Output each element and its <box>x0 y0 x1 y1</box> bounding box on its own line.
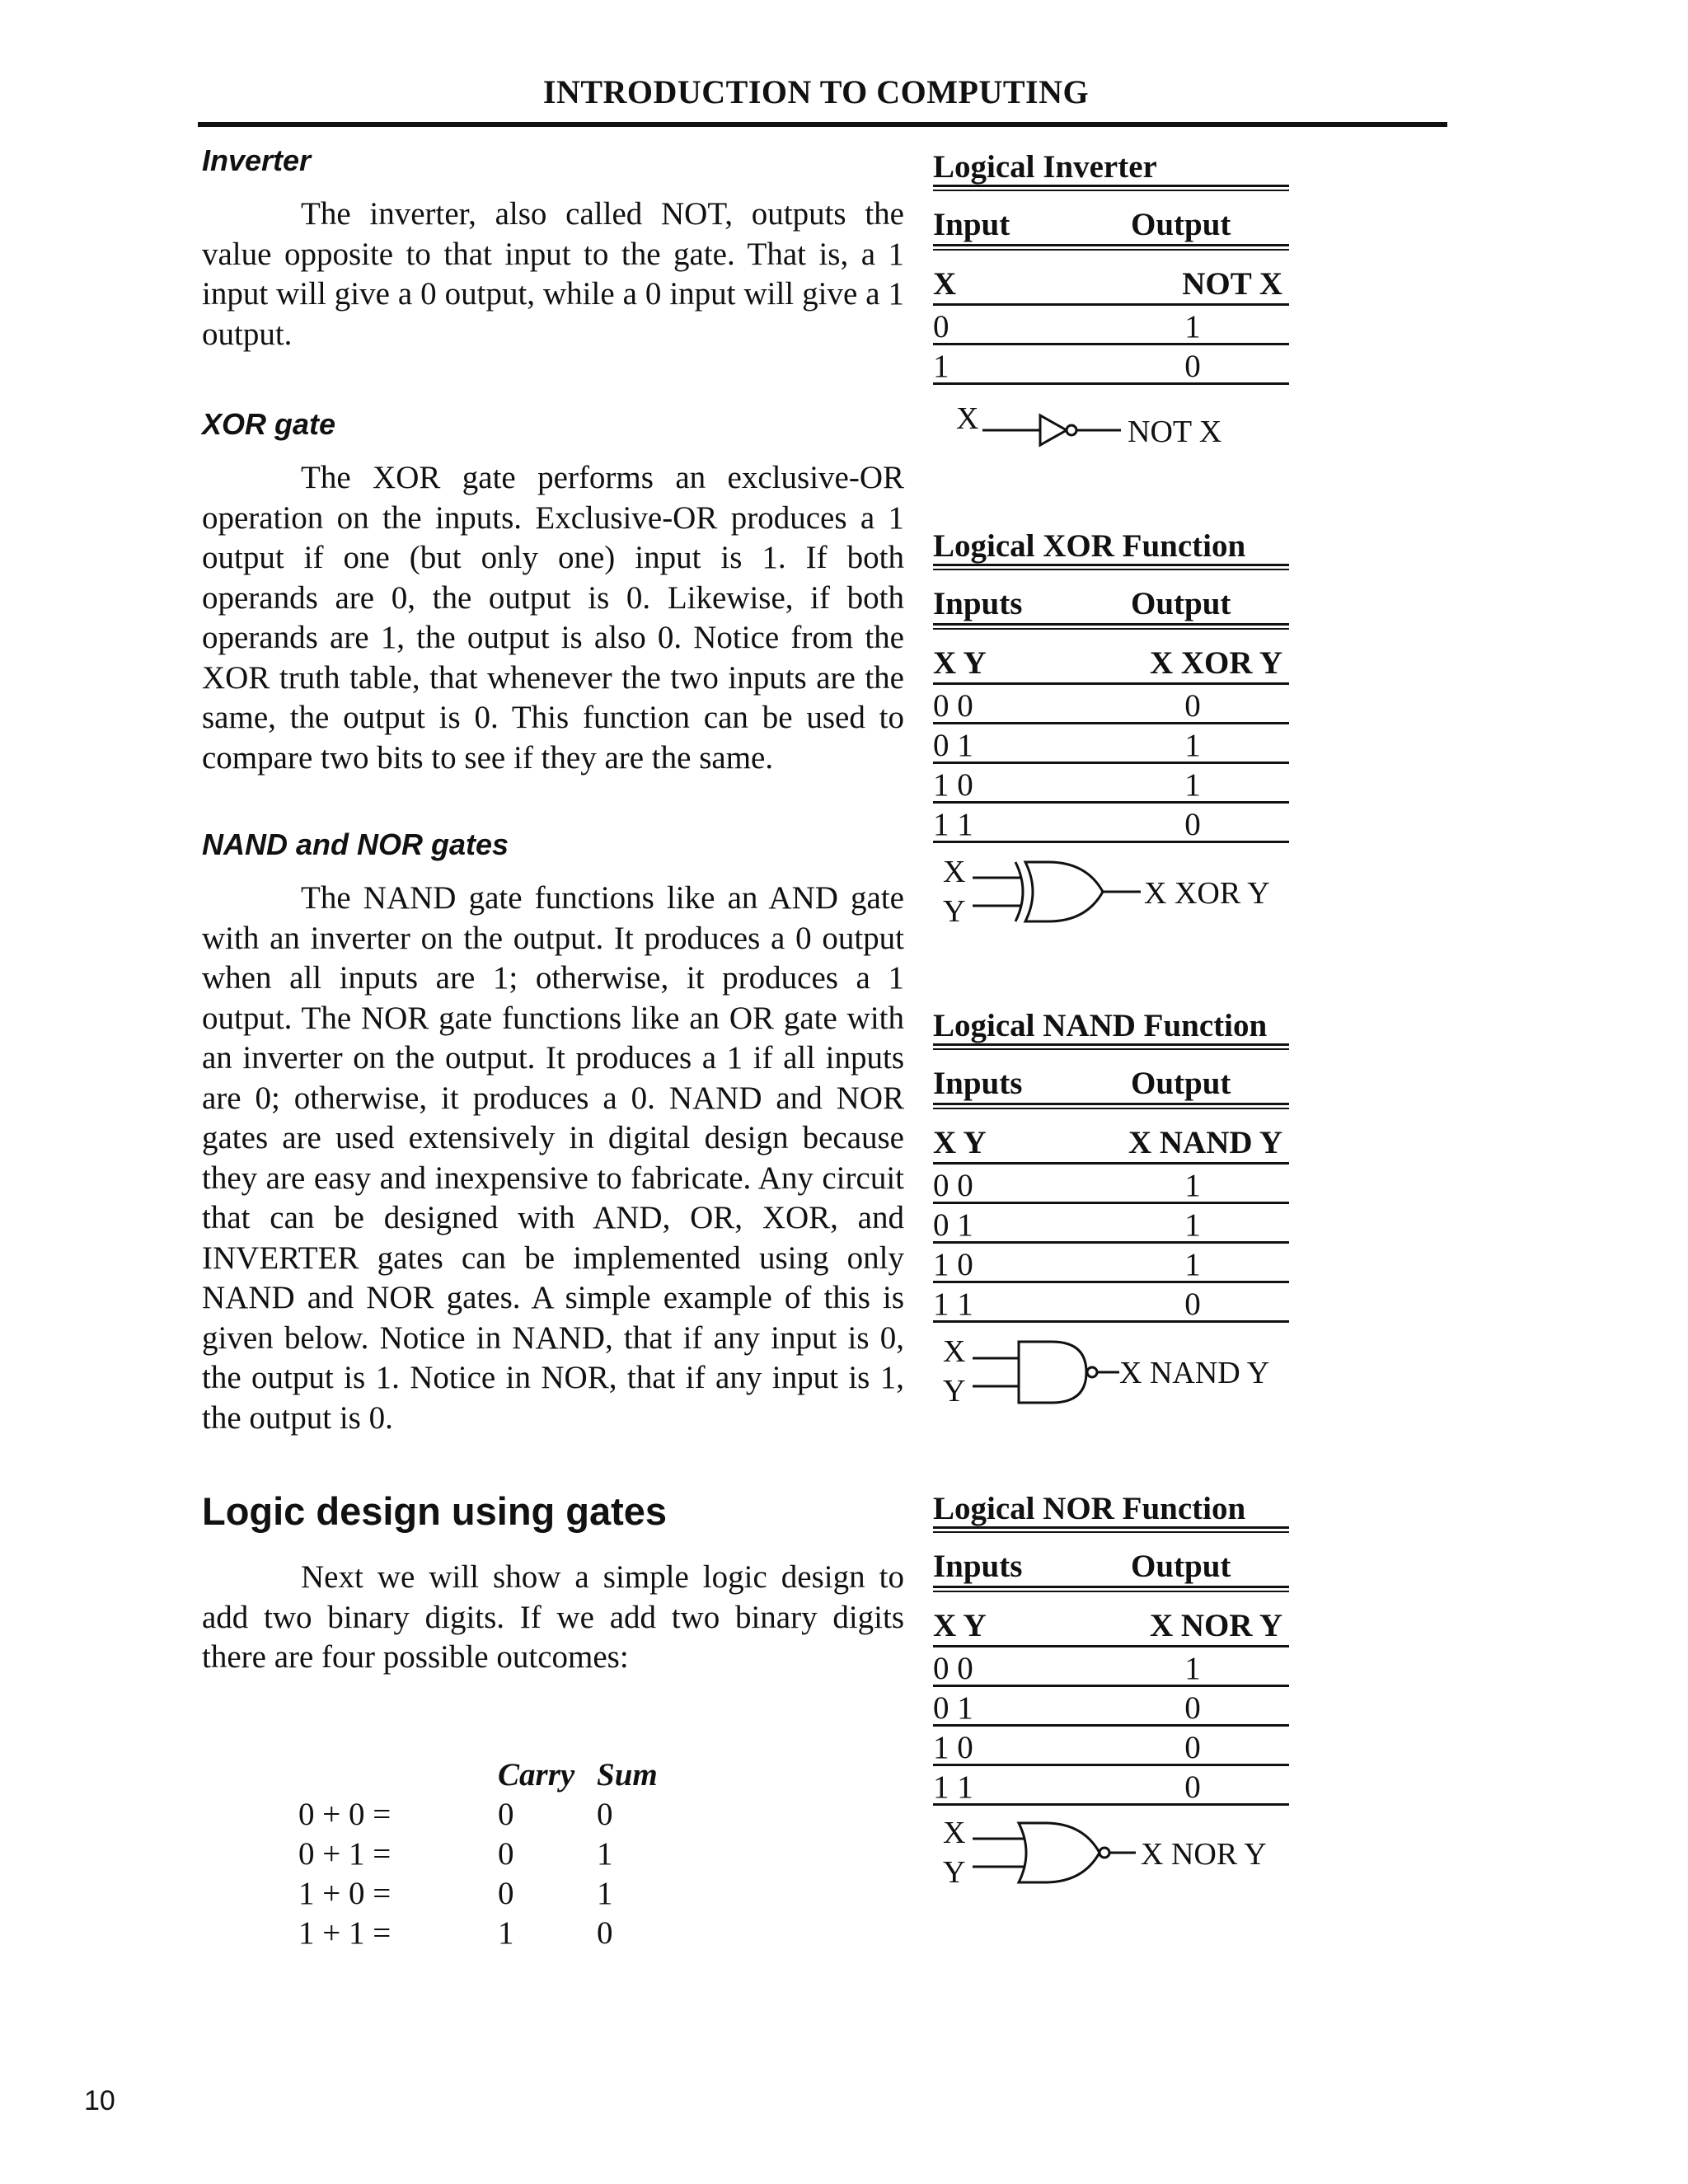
output-column-header: X NAND Y <box>1128 1125 1282 1160</box>
output-label: Output <box>1131 586 1231 621</box>
diagram-input-x: X <box>943 855 966 889</box>
nor-table-title: Logical NOR Function <box>933 1491 1246 1526</box>
nand-truth-table <box>933 1007 1289 1324</box>
not-gate-icon <box>1040 415 1067 445</box>
xor-paragraph: The XOR gate performs an exclusive-OR operation on the inputs. Exclusive-OR produces a 1 output if one (but only one) input is 1. If both operands are 0, the output is 0. Likewise, if both operands are 1, the output is also 0. Notice from the XOR truth table, that whenever the two inputs are the same, the output is 0. This function can be used to compare two bits to see if they are the same. <box>202 460 904 776</box>
table-rule <box>933 1685 1289 1687</box>
table-rule <box>933 382 1289 385</box>
table-double-rule <box>933 1043 1289 1050</box>
xor-table-title: Logical XOR Function <box>933 528 1246 564</box>
table-rule <box>933 682 1289 685</box>
table-rule <box>933 1241 1289 1244</box>
nor-truth-table <box>933 1490 1289 1807</box>
row-output: 1 <box>1184 767 1201 803</box>
row-output: 1 <box>1184 309 1201 344</box>
xor-gate-diagram <box>933 849 1296 931</box>
addition-carry: 0 <box>498 1876 514 1911</box>
table-rule <box>933 1162 1289 1165</box>
input-label: Inputs <box>933 1066 1023 1101</box>
addition-sum: 1 <box>597 1876 613 1911</box>
nor-gate-icon <box>1019 1823 1100 1882</box>
row-input: 0 1 <box>933 1207 973 1243</box>
input-column-header: X <box>933 266 957 302</box>
table-double-rule <box>933 564 1289 570</box>
input-column-header: X Y <box>933 1608 987 1643</box>
diagram-input-x: X <box>943 1334 966 1369</box>
nand-gate-diagram <box>933 1329 1296 1411</box>
row-input: 0 0 <box>933 1168 973 1203</box>
addition-carry: 0 <box>498 1797 514 1832</box>
input-label: Inputs <box>933 1549 1023 1584</box>
table-rule <box>933 722 1289 724</box>
output-column-header: NOT X <box>1182 266 1282 302</box>
diagram-output: X XOR Y <box>1144 876 1270 911</box>
row-output: 0 <box>1184 1769 1201 1805</box>
row-output: 1 <box>1184 1168 1201 1203</box>
table-rule <box>933 343 1289 345</box>
not-gate-diagram <box>933 404 1296 462</box>
row-output: 0 <box>1184 349 1201 384</box>
table-rule <box>933 762 1289 764</box>
diagram-input-y: Y <box>943 1374 966 1408</box>
addition-sum: 0 <box>597 1915 613 1951</box>
addition-carry: 1 <box>498 1915 514 1951</box>
addition-table <box>298 1755 727 1953</box>
row-input: 1 1 <box>933 1769 973 1805</box>
addition-expr: 0 + 1 = <box>298 1836 392 1872</box>
page-header-title: INTRODUCTION TO COMPUTING <box>542 73 1090 110</box>
diagram-input-x: X <box>943 1816 966 1850</box>
table-double-rule <box>933 1526 1289 1533</box>
addition-expr: 1 + 0 = <box>298 1876 392 1911</box>
diagram-output: X NOR Y <box>1141 1837 1267 1872</box>
row-input: 0 0 <box>933 688 973 724</box>
row-input: 1 0 <box>933 1247 973 1282</box>
header-rule <box>198 122 1447 127</box>
table-double-rule <box>933 623 1289 630</box>
row-input: 0 <box>933 309 950 344</box>
row-output: 0 <box>1184 688 1201 724</box>
table-rule <box>933 1645 1289 1647</box>
addition-expr: 1 + 1 = <box>298 1915 392 1951</box>
input-column-header: X Y <box>933 645 987 681</box>
row-input: 0 1 <box>933 728 973 763</box>
output-column-header: X NOR Y <box>1149 1608 1282 1643</box>
table-double-rule <box>933 244 1289 251</box>
row-output: 1 <box>1184 1247 1201 1282</box>
table-double-rule <box>933 185 1289 191</box>
row-output: 1 <box>1184 1651 1201 1686</box>
table-rule <box>933 1281 1289 1283</box>
addition-sum: 0 <box>597 1797 613 1832</box>
table-rule <box>933 1764 1289 1766</box>
output-label: Output <box>1131 1066 1231 1101</box>
row-output: 0 <box>1184 1730 1201 1765</box>
nand-nor-heading: NAND and NOR gates <box>202 827 509 861</box>
diagram-output: X NAND Y <box>1119 1356 1270 1390</box>
output-column-header: X XOR Y <box>1149 645 1282 681</box>
addition-carry: 0 <box>498 1836 514 1872</box>
inverter-truth-table <box>933 148 1289 396</box>
table-rule <box>933 801 1289 804</box>
inverter-heading: Inverter <box>202 143 312 177</box>
diagram-input-y: Y <box>943 1855 966 1890</box>
output-label: Output <box>1131 1549 1231 1584</box>
row-input: 0 1 <box>933 1690 973 1726</box>
page-number: 10 <box>84 2085 115 2116</box>
inverter-table-title: Logical Inverter <box>933 149 1157 185</box>
row-input: 1 1 <box>933 807 973 842</box>
row-output: 0 <box>1184 807 1201 842</box>
diagram-input-y: Y <box>943 894 966 929</box>
row-output: 0 <box>1184 1286 1201 1322</box>
output-label: Output <box>1131 207 1231 242</box>
diagram-input-x: X <box>956 404 979 436</box>
row-output: 1 <box>1184 728 1201 763</box>
input-column-header: X Y <box>933 1125 987 1160</box>
table-rule <box>933 1202 1289 1204</box>
row-input: 1 0 <box>933 1730 973 1765</box>
row-input: 1 1 <box>933 1286 973 1322</box>
table-rule <box>933 1320 1289 1323</box>
inverter-paragraph: The inverter, also called NOT, outputs the value opposite to that input to the gate. That is, a 1 input will give a 0 output, while a 0 input will give a 1 output. <box>202 196 904 352</box>
row-input: 0 0 <box>933 1651 973 1686</box>
sum-header: Sum <box>597 1757 658 1793</box>
nand-table-title: Logical NAND Function <box>933 1008 1268 1043</box>
xor-gate-icon <box>1025 862 1103 921</box>
input-label: Input <box>933 207 1010 242</box>
logic-design-paragraph: Next we will show a simple logic design to add two binary digits. If we add two binary digits there are four possible outcomes: <box>202 1559 904 1675</box>
xor-truth-table <box>933 527 1289 844</box>
addition-expr: 0 + 0 = <box>298 1797 392 1832</box>
row-output: 1 <box>1184 1207 1201 1243</box>
table-rule <box>933 1803 1289 1806</box>
table-rule <box>933 1724 1289 1727</box>
nand-gate-icon <box>1019 1342 1086 1403</box>
xor-heading: XOR gate <box>202 407 336 441</box>
diagram-output: NOT X <box>1128 415 1222 449</box>
row-output: 0 <box>1184 1690 1201 1726</box>
row-input: 1 <box>933 349 950 384</box>
addition-sum: 1 <box>597 1836 613 1872</box>
table-double-rule <box>933 1103 1289 1109</box>
nor-gate-diagram <box>933 1810 1296 1892</box>
input-label: Inputs <box>933 586 1023 621</box>
carry-header: Carry <box>498 1757 575 1793</box>
nand-nor-paragraph: The NAND gate functions like an AND gate with an inverter on the output. It produces a 0 output when all inputs are 1; otherwise, it produces a 1 output. The NOR gate functions like an OR gate with an inverter on the output. It produces a 1 if all inputs are 0; otherwise, it produces a 0. NAND and NOR gates are used extensively in digital design because they are easy and inexpensive to fabricate. Any circuit that can be designed with AND, OR, XOR, and INVERTER gates can be implemented using only NAND and NOR gates. A simple example of this is given below. Notice in NAND, that if any input is 0, the output is 1. Notice in NOR, that if any input is 1, the output is 0. <box>202 880 904 1436</box>
row-input: 1 0 <box>933 767 973 803</box>
logic-design-heading: Logic design using gates <box>202 1489 668 1533</box>
table-double-rule <box>933 1586 1289 1592</box>
table-rule <box>933 303 1289 306</box>
table-rule <box>933 841 1289 843</box>
